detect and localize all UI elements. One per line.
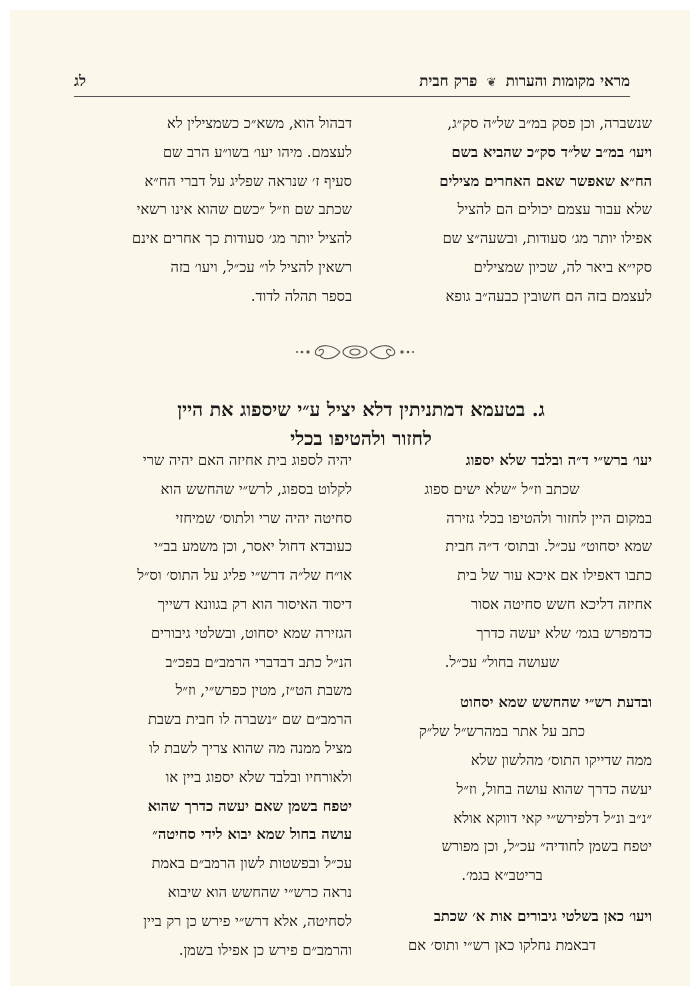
text-line: להציל יותר מג׳ סעודות כך אחרים אינם [131,230,352,248]
running-header [74,72,630,97]
text-line: לקלוט בספוג, לרש״י שהחשש הוא [160,480,352,498]
text-line: יטפח בשמן שאם יעשה כדרך שהוא [147,797,352,815]
text-line: או״ח של״ה דרש״י פליג על התוס׳ וס״ל [137,567,352,585]
text-line: כעובדא דחול יאסר, וכן משמע בב״י [154,538,352,556]
text-line: ויעו׳ במ״ב של״ד סק״כ שהביא בשם [451,143,652,161]
text-line: כתבו דאפילו אם איכא עור של בית [457,567,652,585]
text-line: במקום היין לחזור ולהטיפו בכלי גזירה [446,509,652,527]
text-line: לסחיטה, אלא דרש״י פירש כן רק ביין [143,912,352,930]
text-line: כתב על אתר במהרש״ל של״ק [419,723,585,741]
ornament-icon: ❦ [486,75,497,89]
paragraph-heading: ויעו׳ כאן בשלטי גיבורים אות א׳ שכתב [433,907,652,925]
text-line: הח״א שאפשר שאם האחרים מצילים [439,172,652,190]
text-line: דיסוד האיסור הוא רק בגוונא דשייך [157,595,352,613]
text-line: יעשה כדרך שהוא עושה בחול, וז״ל [456,780,652,798]
ornament-divider-icon [290,338,420,366]
text-line: שעושה בחול״ עכ״ל. [444,653,560,671]
bottom-right-column [352,447,652,961]
text-line: משבת הט״ז, מטין כפרש״י, וז״ל [175,682,352,700]
paragraph-heading: ובדעת רש״י שהחשש שמא יסחוט [460,694,652,712]
text-line: דבהול הוא, משא״כ כשמצילין לא [166,115,352,132]
text-line: שלא עבור עצמם יכולים הם להציל [457,201,652,219]
page [10,10,690,986]
section-title-line: לחזור ולהטיפו בכלי [290,428,432,450]
text-line: רשאין להציל לו״ עכ״ל, ויעו׳ בזה [170,258,352,276]
top-left-column [70,110,352,312]
text-line: ״נ״ב ונ״ל דלפירש״י קאי דווקא אולא [453,809,652,827]
text-line: הגזירה שמא יסחוט, ובשלטי גיבורים [151,624,352,642]
text-line: והרמב״ם פירש כן אפילו בשמן. [178,941,352,959]
text-line: נראה כרש״י שהחשש הוא שיבוא [167,883,352,901]
header-title-group [419,72,630,91]
text-line: שנשברה, וכן פסק במ״ב של״ה סק״ג, [447,115,652,132]
top-right-column [352,110,652,312]
text-line: ממה שדייקו התוס׳ מהלשון שלא [470,751,652,769]
text-line: יטפח בשמן לחודיה״ עכ״ל, וכן מפורש [441,838,652,856]
page-number: לג [74,72,86,90]
text-line: שמא יסחוט״ עכ״ל. ובתוס׳ ד״ה חבית [445,538,652,556]
text-line: סעיף ז׳ שנראה שפליג על דברי הח״א [144,172,352,190]
text-line: אפילו יותר מג׳ סעודות, ובשעה״צ שם [442,230,652,248]
bottom-left-column [70,447,352,965]
text-line: עושה בחול שמא יבוא לידי סחיטה״ [152,826,352,844]
text-line: בספר תהלה לדוד. [250,287,352,305]
text-line: לעצמם. מיהו יעו׳ בשו״ע הרב שם [162,143,352,161]
header-chapter: פרק חבית [419,72,478,90]
text-line: סחיטה יהיה שרי ולתוס׳ שמיחזי [175,509,352,527]
text-line: כדמפרש בגמ׳ שלא יעשה כדרך [476,624,652,642]
text-line: דבאמת נחלקו כאן רש״י ותוס׳ אם [408,936,596,954]
text-line: סקי״א ביאר לה, שכיון שמצילים [473,258,652,276]
text-line: הנ״ל כתב דבדברי הרמב״ם בפכ״ב [165,653,352,671]
text-line: ולאורחיו ובלבד שלא יספוג ביין או [165,768,352,786]
text-line: בריטב״א בגמ׳. [461,867,543,885]
text-line: לעצמם בזה הם חשובין כבעה״ב גופא [445,287,652,305]
paragraph-heading: יעו׳ ברש״י ד״ה ובלבד שלא יספוג [465,452,652,469]
section-title [70,396,652,454]
text-line: הרמב״ם שם ״נשברה לו חבית בשבת [147,711,352,729]
text-line: אחיזה דליכא חשש סחיטה אסור [470,595,652,613]
header-title: מראי מקומות והערות [505,72,630,90]
text-line: שכתב שם וז״ל ״כשם שהוא אינו רשאי [136,201,352,219]
text-line: עכ״ל ובפשטות לשון הרמב״ם באמת [151,855,352,873]
text-line: שכתב וז״ל ״שלא ישים ספוג [424,480,580,498]
text-line: מציל ממנה מה שהוא צריך לשבת לו [149,739,352,757]
text-line: יהיה לספוג בית אחיזה האם יהיה שרי [142,452,352,469]
section-title-line: ג. בטעמא דמתניתין דלא יציל ע״י שיספוג את היין [177,399,545,421]
